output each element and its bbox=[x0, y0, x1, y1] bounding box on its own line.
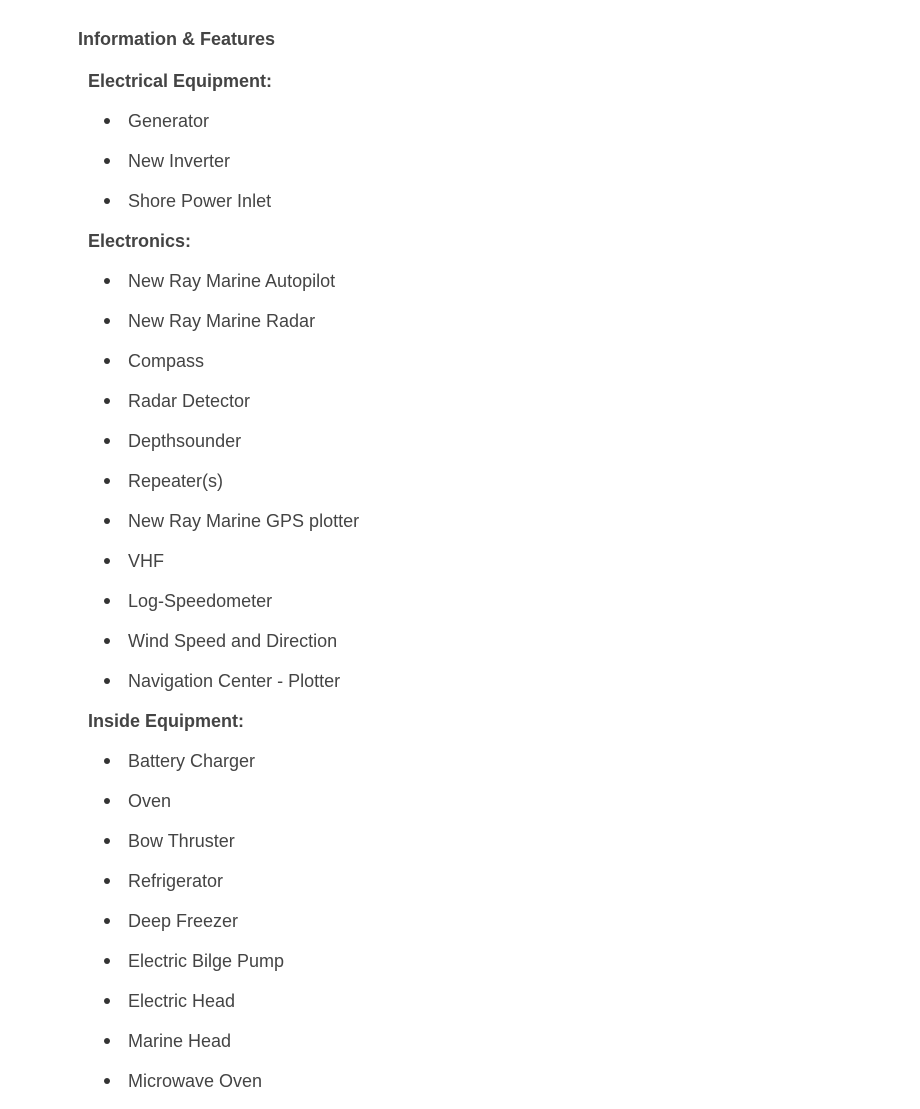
list-item bbox=[0, 749, 600, 789]
bullet-icon bbox=[104, 1078, 110, 1084]
list-item bbox=[0, 389, 600, 429]
list-item-label: Generator bbox=[128, 111, 210, 131]
bullet-icon bbox=[104, 998, 110, 1004]
list-item bbox=[0, 669, 600, 709]
list-item-label: Microwave Oven bbox=[128, 1071, 263, 1091]
list-item-label: Wind Speed and Direction bbox=[128, 631, 338, 651]
list-item-label: Radar Detector bbox=[128, 391, 251, 411]
list-item bbox=[0, 509, 600, 549]
list-item bbox=[0, 469, 600, 509]
bullet-icon bbox=[104, 358, 110, 364]
list-item bbox=[0, 189, 600, 229]
list-item bbox=[0, 429, 600, 469]
section-heading-inside-equipment: Inside Equipment: bbox=[88, 711, 245, 731]
bullet-icon bbox=[104, 958, 110, 964]
list-item bbox=[0, 1029, 600, 1069]
section-heading-electrical-equipment: Electrical Equipment: bbox=[88, 71, 273, 91]
list-item bbox=[0, 549, 600, 589]
list-item-label: New Ray Marine GPS plotter bbox=[128, 511, 360, 531]
list-item bbox=[0, 909, 600, 949]
bullet-icon bbox=[104, 438, 110, 444]
list-item-label: Depthsounder bbox=[128, 431, 242, 451]
list-item-label: Repeater(s) bbox=[128, 471, 224, 491]
inside-equipment-list bbox=[0, 749, 600, 1109]
bullet-icon bbox=[104, 278, 110, 284]
list-item-label: Oven bbox=[128, 791, 172, 811]
list-item bbox=[0, 869, 600, 909]
bullet-icon bbox=[104, 318, 110, 324]
list-item bbox=[0, 629, 600, 669]
electronics-list bbox=[0, 269, 600, 709]
list-item bbox=[0, 829, 600, 869]
bullet-icon bbox=[104, 118, 110, 124]
list-item bbox=[0, 309, 600, 349]
list-item-label: New Ray Marine Radar bbox=[128, 311, 316, 331]
bullet-icon bbox=[104, 638, 110, 644]
bullet-icon bbox=[104, 598, 110, 604]
electrical-equipment-list bbox=[0, 109, 600, 229]
list-item bbox=[0, 149, 600, 189]
list-item-label: Navigation Center - Plotter bbox=[128, 671, 341, 691]
list-item-label: Compass bbox=[128, 351, 205, 371]
list-item-label: New Inverter bbox=[128, 151, 231, 171]
list-item bbox=[0, 589, 600, 629]
bullet-icon bbox=[104, 758, 110, 764]
list-item-label: Electric Head bbox=[128, 991, 236, 1011]
bullet-icon bbox=[104, 678, 110, 684]
page-title: Information & Features bbox=[78, 29, 276, 49]
list-item-label: Log-Speedometer bbox=[128, 591, 273, 611]
list-item-label: Bow Thruster bbox=[128, 831, 235, 851]
list-item bbox=[0, 949, 600, 989]
list-item-label: Deep Freezer bbox=[128, 911, 239, 931]
bullet-icon bbox=[104, 1038, 110, 1044]
bullet-icon bbox=[104, 518, 110, 524]
bullet-icon bbox=[104, 918, 110, 924]
list-item-label: Shore Power Inlet bbox=[128, 191, 272, 211]
list-item bbox=[0, 349, 600, 389]
bullet-icon bbox=[104, 198, 110, 204]
section-heading-electronics: Electronics: bbox=[88, 231, 192, 251]
list-item bbox=[0, 789, 600, 829]
bullet-icon bbox=[104, 478, 110, 484]
list-item bbox=[0, 1069, 600, 1109]
list-item-label: New Ray Marine Autopilot bbox=[128, 271, 336, 291]
list-item-label: Marine Head bbox=[128, 1031, 232, 1051]
bullet-icon bbox=[104, 398, 110, 404]
list-item bbox=[0, 989, 600, 1029]
bullet-icon bbox=[104, 158, 110, 164]
bullet-icon bbox=[104, 798, 110, 804]
list-item-label: VHF bbox=[128, 551, 164, 571]
list-item bbox=[0, 269, 600, 309]
bullet-icon bbox=[104, 558, 110, 564]
list-item bbox=[0, 109, 600, 149]
list-item-label: Battery Charger bbox=[128, 751, 256, 771]
bullet-icon bbox=[104, 838, 110, 844]
bullet-icon bbox=[104, 878, 110, 884]
list-item-label: Electric Bilge Pump bbox=[128, 951, 285, 971]
list-item-label: Refrigerator bbox=[128, 871, 224, 891]
